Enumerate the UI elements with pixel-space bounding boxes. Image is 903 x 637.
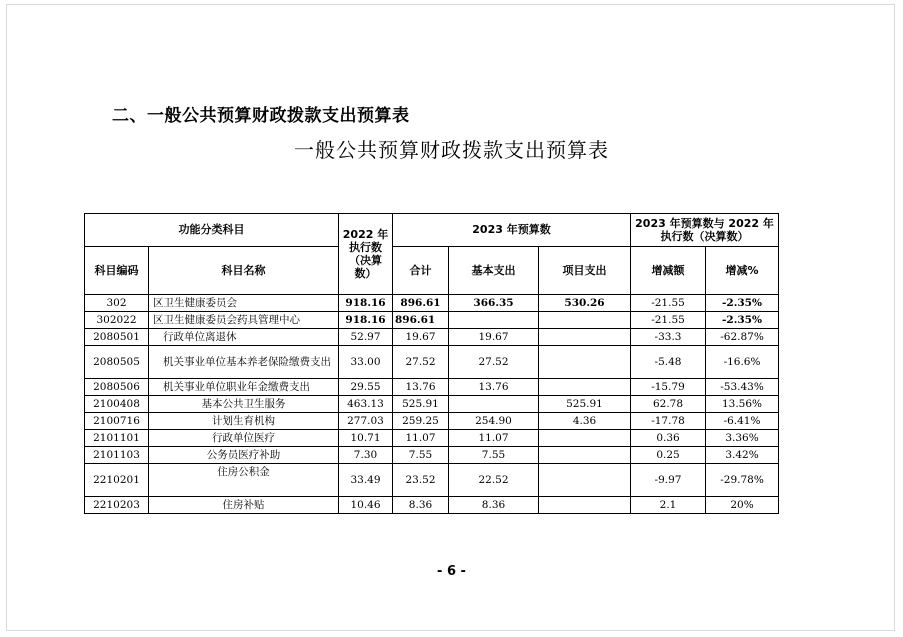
table-row bbox=[85, 430, 779, 447]
header-change-rate: 增减% bbox=[706, 247, 779, 295]
cell-code: 2080506 bbox=[85, 379, 149, 396]
cell-project bbox=[539, 497, 631, 514]
header-budget-2023: 2023 年预算数 bbox=[393, 214, 631, 247]
cell-total: 896.61 bbox=[393, 295, 449, 312]
cell-rate: -53.43% bbox=[706, 379, 779, 396]
cell-change: 0.36 bbox=[631, 430, 706, 447]
cell-prior: 52.97 bbox=[339, 329, 393, 346]
cell-code: 2080505 bbox=[85, 346, 149, 379]
section-heading: 二、一般公共预算财政拨款支出预算表 bbox=[112, 106, 410, 126]
cell-change: -5.48 bbox=[631, 346, 706, 379]
header-subject-name: 科目名称 bbox=[149, 247, 339, 295]
cell-change: -33.3 bbox=[631, 329, 706, 346]
cell-basic: 22.52 bbox=[449, 464, 539, 497]
cell-project bbox=[539, 329, 631, 346]
cell-prior: 33.49 bbox=[339, 464, 393, 497]
table-row bbox=[85, 312, 779, 329]
cell-rate: 3.36% bbox=[706, 430, 779, 447]
cell-project: 525.91 bbox=[539, 396, 631, 413]
cell-code: 2080501 bbox=[85, 329, 149, 346]
cell-code: 302 bbox=[85, 295, 149, 312]
cell-rate: -16.6% bbox=[706, 346, 779, 379]
cell-name: 机关事业单位职业年金缴费支出 bbox=[149, 379, 339, 396]
cell-total: 259.25 bbox=[393, 413, 449, 430]
cell-name: 住房补贴 bbox=[149, 497, 339, 514]
table-row bbox=[85, 447, 779, 464]
header-subject-code: 科目编码 bbox=[85, 247, 149, 295]
cell-total: 896.61 bbox=[393, 312, 449, 329]
cell-change: 0.25 bbox=[631, 447, 706, 464]
cell-rate: 3.42% bbox=[706, 447, 779, 464]
cell-rate: 13.56% bbox=[706, 396, 779, 413]
table-row bbox=[85, 497, 779, 514]
cell-rate: -2.35% bbox=[706, 295, 779, 312]
cell-code: 2101103 bbox=[85, 447, 149, 464]
cell-basic bbox=[449, 396, 539, 413]
cell-rate: -2.35% bbox=[706, 312, 779, 329]
cell-total: 7.55 bbox=[393, 447, 449, 464]
table-row bbox=[85, 379, 779, 396]
cell-name: 公务员医疗补助 bbox=[149, 447, 339, 464]
header-basic-expenditure: 基本支出 bbox=[449, 247, 539, 295]
cell-prior: 7.30 bbox=[339, 447, 393, 464]
cell-prior: 463.13 bbox=[339, 396, 393, 413]
page-number: - 6 - bbox=[437, 564, 466, 579]
cell-total: 8.36 bbox=[393, 497, 449, 514]
table-row bbox=[85, 295, 779, 312]
cell-basic bbox=[449, 312, 539, 329]
cell-change: -21.55 bbox=[631, 295, 706, 312]
cell-prior: 33.00 bbox=[339, 346, 393, 379]
header-total: 合计 bbox=[393, 247, 449, 295]
cell-project bbox=[539, 379, 631, 396]
table-row bbox=[85, 329, 779, 346]
cell-prior: 29.55 bbox=[339, 379, 393, 396]
header-project-expenditure: 项目支出 bbox=[539, 247, 631, 295]
cell-prior: 10.46 bbox=[339, 497, 393, 514]
cell-prior: 277.03 bbox=[339, 413, 393, 430]
cell-change: -17.78 bbox=[631, 413, 706, 430]
cell-change: -21.55 bbox=[631, 312, 706, 329]
table-row bbox=[85, 346, 779, 379]
header-prior-year-execution: 2022 年执行数（决算数） bbox=[339, 214, 393, 295]
cell-basic: 7.55 bbox=[449, 447, 539, 464]
cell-name: 行政单位医疗 bbox=[149, 430, 339, 447]
cell-code: 2210203 bbox=[85, 497, 149, 514]
cell-project bbox=[539, 464, 631, 497]
cell-project bbox=[539, 430, 631, 447]
cell-project bbox=[539, 312, 631, 329]
cell-prior: 918.16 bbox=[339, 295, 393, 312]
cell-name: 基本公共卫生服务 bbox=[149, 396, 339, 413]
cell-name: 计划生育机构 bbox=[149, 413, 339, 430]
cell-total: 19.67 bbox=[393, 329, 449, 346]
cell-rate: -29.78% bbox=[706, 464, 779, 497]
cell-change: 62.78 bbox=[631, 396, 706, 413]
cell-total: 23.52 bbox=[393, 464, 449, 497]
cell-basic: 254.90 bbox=[449, 413, 539, 430]
budget-table bbox=[84, 213, 779, 514]
cell-code: 2210201 bbox=[85, 464, 149, 497]
cell-prior: 10.71 bbox=[339, 430, 393, 447]
cell-project: 530.26 bbox=[539, 295, 631, 312]
cell-prior: 918.16 bbox=[339, 312, 393, 329]
cell-basic: 8.36 bbox=[449, 497, 539, 514]
header-function-category: 功能分类科目 bbox=[85, 214, 339, 247]
cell-name: 机关事业单位基本养老保险缴费支出 bbox=[149, 346, 339, 379]
cell-change: 2.1 bbox=[631, 497, 706, 514]
cell-basic: 13.76 bbox=[449, 379, 539, 396]
cell-total: 11.07 bbox=[393, 430, 449, 447]
table-row bbox=[85, 413, 779, 430]
cell-rate: -62.87% bbox=[706, 329, 779, 346]
cell-change: -15.79 bbox=[631, 379, 706, 396]
cell-project bbox=[539, 346, 631, 379]
cell-code: 302022 bbox=[85, 312, 149, 329]
cell-basic: 19.67 bbox=[449, 329, 539, 346]
cell-code: 2101101 bbox=[85, 430, 149, 447]
cell-total: 27.52 bbox=[393, 346, 449, 379]
table-row bbox=[85, 464, 779, 497]
cell-change: -9.97 bbox=[631, 464, 706, 497]
cell-name: 区卫生健康委员会药具管理中心 bbox=[149, 312, 339, 329]
cell-name: 区卫生健康委员会 bbox=[149, 295, 339, 312]
cell-code: 2100408 bbox=[85, 396, 149, 413]
table-row bbox=[85, 396, 779, 413]
cell-code: 2100716 bbox=[85, 413, 149, 430]
cell-total: 13.76 bbox=[393, 379, 449, 396]
header-comparison: 2023 年预算数与 2022 年执行数（决算数） bbox=[631, 214, 779, 247]
table-title: 一般公共预算财政拨款支出预算表 bbox=[294, 138, 609, 162]
cell-name: 行政单位离退休 bbox=[149, 329, 339, 346]
cell-project: 4.36 bbox=[539, 413, 631, 430]
cell-basic: 366.35 bbox=[449, 295, 539, 312]
cell-basic: 11.07 bbox=[449, 430, 539, 447]
cell-total: 525.91 bbox=[393, 396, 449, 413]
cell-basic: 27.52 bbox=[449, 346, 539, 379]
cell-name: 住房公积金 bbox=[149, 464, 339, 497]
cell-rate: 20% bbox=[706, 497, 779, 514]
header-change-amount: 增减额 bbox=[631, 247, 706, 295]
cell-project bbox=[539, 447, 631, 464]
cell-rate: -6.41% bbox=[706, 413, 779, 430]
